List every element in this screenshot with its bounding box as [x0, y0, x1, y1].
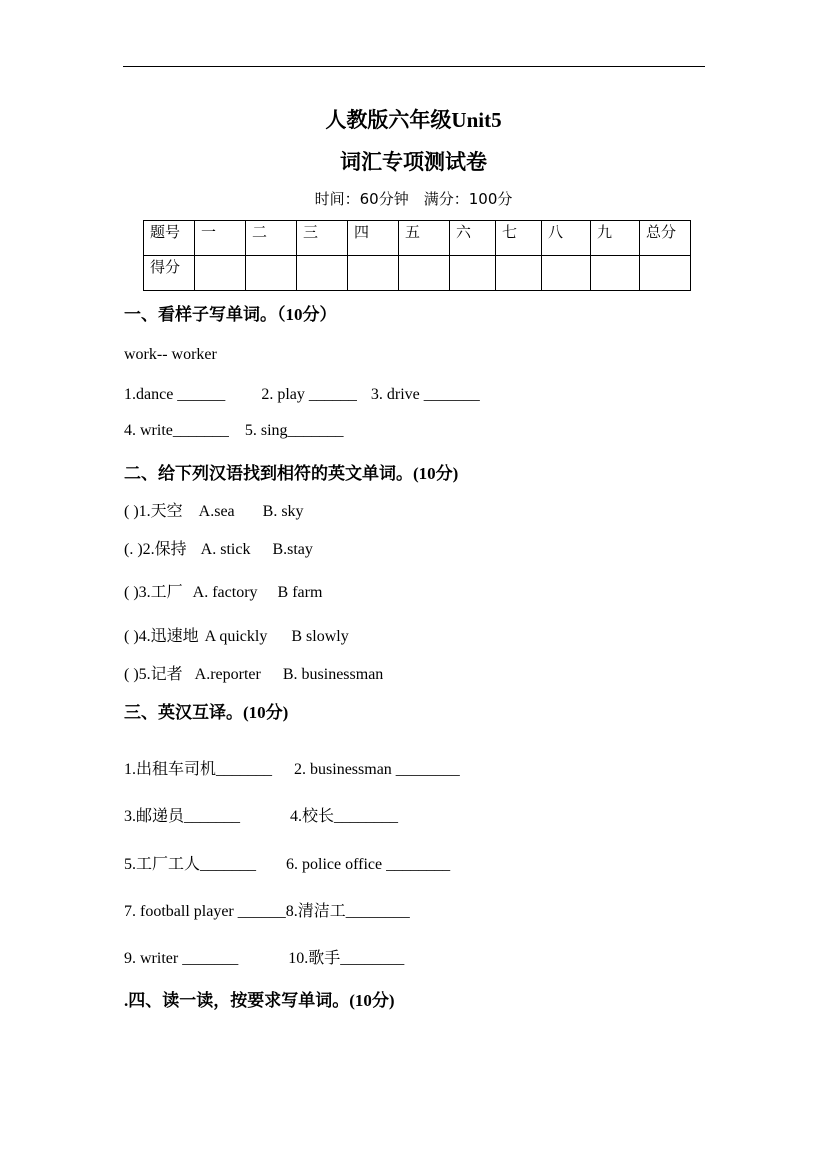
choice-option-b: B.stay — [272, 541, 313, 558]
score-input-cell[interactable] — [496, 256, 542, 291]
translation-item: 7. football player ______ — [124, 903, 286, 920]
score-row-label: 得分 — [144, 256, 195, 291]
score-cell: 一 — [195, 221, 246, 256]
section-1-line-1 — [124, 386, 480, 404]
score-input-cell[interactable] — [399, 256, 450, 291]
question-item: 2. play ______ — [261, 386, 357, 403]
translation-row — [124, 945, 404, 968]
translation-item: 3.邮递员_______ — [124, 808, 241, 825]
choice-option-a: A.sea — [198, 503, 235, 520]
section-1-line-2 — [124, 422, 344, 440]
choice-chinese: 天空 — [150, 501, 183, 520]
choice-item — [124, 661, 383, 684]
score-table-header-row — [144, 221, 691, 256]
score-cell: 总分 — [640, 221, 691, 256]
score-input-cell[interactable] — [591, 256, 640, 291]
time-score-info: 时间：60分钟 满分：100分 — [314, 190, 513, 208]
translation-item: 2. businessman ________ — [294, 761, 460, 778]
choice-chinese: 工厂 — [150, 582, 183, 601]
score-input-cell[interactable] — [195, 256, 246, 291]
choice-option-b: B. businessman — [282, 666, 384, 683]
choice-number: ( )3. — [124, 584, 151, 601]
score-input-cell[interactable] — [246, 256, 297, 291]
score-cell: 五 — [399, 221, 450, 256]
score-cell: 七 — [496, 221, 542, 256]
score-cell: 二 — [246, 221, 297, 256]
choice-chinese: 迅速地 — [150, 626, 199, 645]
score-cell: 三 — [297, 221, 348, 256]
choice-option-a: A.reporter — [194, 666, 261, 683]
choice-item — [124, 536, 313, 559]
choice-option-a: A. factory — [192, 584, 258, 601]
choice-option-b: B farm — [277, 584, 323, 601]
translation-item: 9. writer _______ — [124, 950, 239, 967]
score-cell: 九 — [591, 221, 640, 256]
section-1-example: work-- worker — [124, 346, 217, 363]
question-item: 3. drive _______ — [370, 386, 480, 403]
section-3-heading: 三、英汉互译。(10分) — [124, 703, 289, 722]
question-item: 4. write_______ — [124, 422, 229, 439]
score-input-cell[interactable] — [450, 256, 496, 291]
section-4-heading: .四、读一读，按要求写单词。(10分) — [124, 991, 395, 1010]
score-table — [143, 220, 691, 291]
score-input-cell[interactable] — [542, 256, 591, 291]
translation-row — [124, 803, 398, 826]
choice-number: ( )5. — [124, 666, 151, 683]
question-item: 1.dance ______ — [124, 386, 226, 403]
choice-option-b: B slowly — [291, 628, 349, 645]
translation-row — [124, 756, 460, 779]
choice-option-a: A. stick — [200, 541, 251, 558]
score-cell: 四 — [348, 221, 399, 256]
doc-title: 人教版六年级Unit5 — [325, 108, 502, 132]
translation-item: 6. police office ________ — [286, 856, 451, 873]
choice-item — [124, 579, 322, 602]
translation-row — [124, 898, 410, 921]
translation-item: 10.歌手________ — [288, 950, 405, 967]
translation-item: 8.清洁工________ — [285, 903, 410, 920]
choice-option-b: B. sky — [262, 503, 304, 520]
choice-option-a: A quickly — [204, 628, 268, 645]
score-cell: 八 — [542, 221, 591, 256]
translation-item: 5.工厂工人_______ — [124, 856, 257, 873]
choice-item — [124, 498, 304, 521]
choice-number: ( )4. — [124, 628, 151, 645]
translation-item: 1.出租车司机_______ — [124, 761, 273, 778]
translation-row — [124, 851, 450, 874]
score-input-cell[interactable] — [640, 256, 691, 291]
score-input-cell[interactable] — [297, 256, 348, 291]
translation-item: 4.校长________ — [290, 808, 399, 825]
score-input-cell[interactable] — [348, 256, 399, 291]
score-cell: 六 — [450, 221, 496, 256]
choice-number: ( )1. — [124, 503, 151, 520]
choice-item — [124, 623, 349, 646]
choice-chinese: 保持 — [154, 539, 187, 558]
choice-number: (. )2. — [124, 541, 155, 558]
section-1-heading: 一、看样子写单词。（10分） — [124, 305, 337, 324]
score-cell: 题号 — [144, 221, 195, 256]
choice-chinese: 记者 — [150, 664, 183, 683]
question-item: 5. sing_______ — [244, 422, 344, 439]
header-rule — [123, 66, 705, 67]
doc-subtitle: 词汇专项测试卷 — [340, 150, 487, 174]
score-table-score-row — [144, 256, 691, 291]
section-2-heading: 二、给下列汉语找到相符的英文单词。(10分) — [124, 464, 459, 483]
